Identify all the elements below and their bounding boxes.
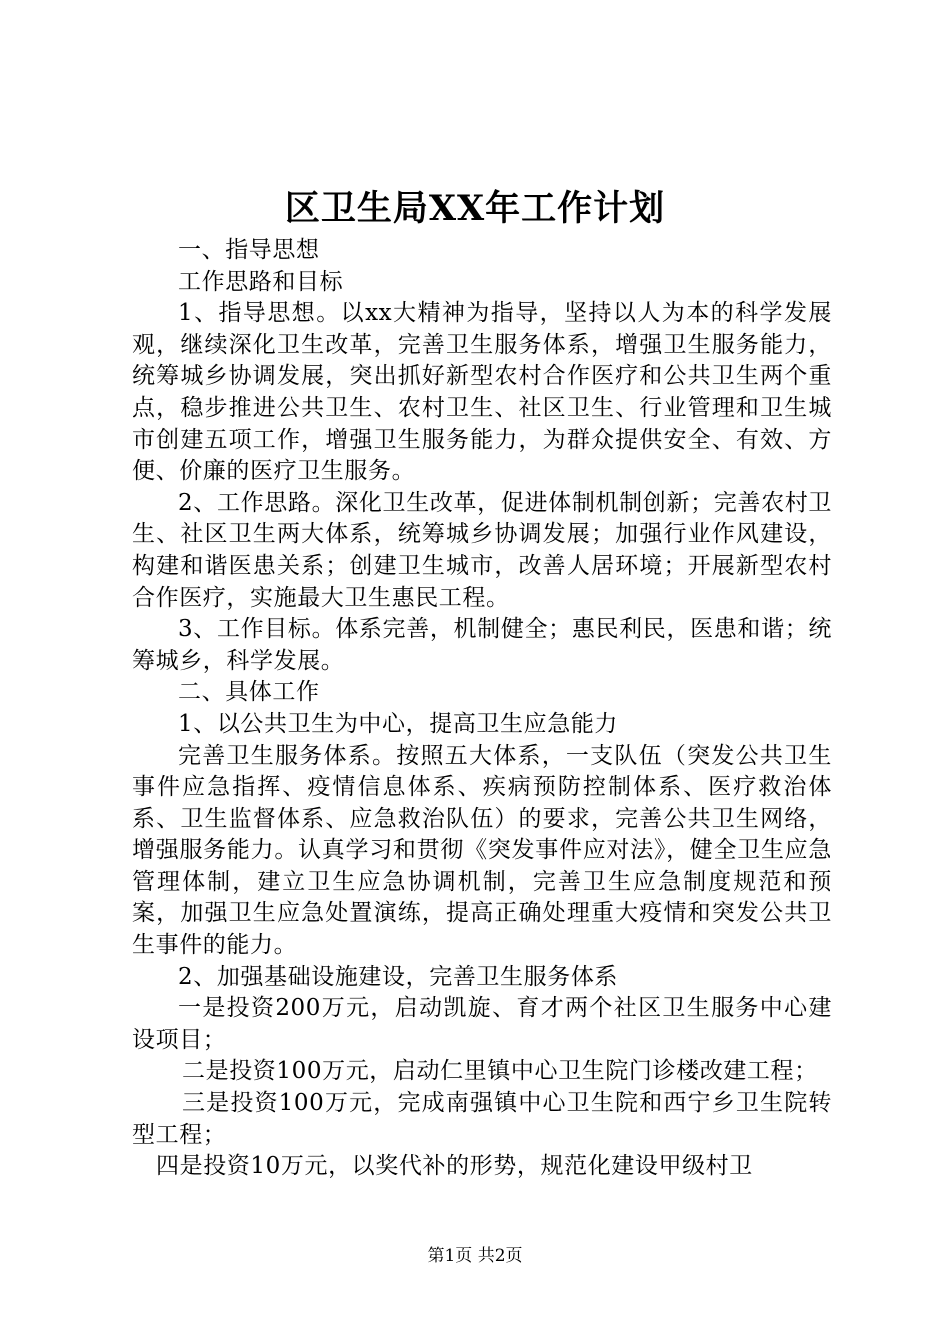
document-body (132, 235, 832, 1183)
list-item-investment-3: 三是投资100万元，完成南强镇中心卫生院和西宁乡卫生院转型工程； (132, 1090, 832, 1148)
paragraph-guiding-thought: 1、指导思想。以xx大精神为指导，坚持以人为本的科学发展观，继续深化卫生改革，完善卫生服务体系，增强卫生服务能力，统筹城乡协调发展，突出抓好新型农村合作医疗和公共卫生两个重点，稳步推进公共卫生、农村卫生、社区卫生、行业管理和卫生城市创建五项工作，增强卫生服务能力，为群众提供安全、有效、方便、价廉的医疗卫生服务。 (132, 300, 832, 485)
section-heading-specific-work: 二、具体工作 (178, 679, 320, 706)
paragraph-work-goals: 3、工作目标。体系完善，机制健全；惠民利民，医患和谐；统筹城乡，科学发展。 (132, 616, 832, 674)
subheading-infrastructure: 2、加强基础设施建设，完善卫生服务体系 (178, 963, 619, 990)
list-item-investment-1: 一是投资200万元，启动凯旋、育才两个社区卫生服务中心建设项目； (132, 995, 832, 1053)
subheading-ideas-and-goals: 工作思路和目标 (178, 268, 344, 295)
document-title: 区卫生局XX年工作计划 (284, 188, 666, 229)
list-item-investment-4: 四是投资10万元，以奖代补的形势，规范化建设甲级村卫 (156, 1153, 753, 1180)
list-item-investment-2: 二是投资100万元，启动仁里镇中心卫生院门诊楼改建工程； (182, 1058, 818, 1085)
section-heading-guiding-thought: 一、指导思想 (178, 237, 320, 263)
paragraph-service-system: 完善卫生服务体系。按照五大体系，一支队伍（突发公共卫生事件应急指挥、疫情信息体系、疾病预防控制体系、医疗救治体系、卫生监督体系、应急救治队伍）的要求，完善公共卫生网络，增强服务能力。认真学习和贯彻《突发事件应对法》，健全卫生应急管理体制，建立卫生应急协调机制，完善卫生应急制度规范和预案，加强卫生应急处置演练，提高正确处理重大疫情和突发公共卫生事件的能力。 (132, 742, 832, 959)
subheading-public-health: 1、以公共卫生为中心，提高卫生应急能力 (178, 710, 619, 737)
page-indicator: 第1页 共2页 (427, 1246, 523, 1266)
paragraph-work-ideas: 2、工作思路。深化卫生改革，促进体制机制创新；完善农村卫生、社区卫生两大体系，统筹城乡协调发展；加强行业作风建设，构建和谐医患关系；创建卫生城市，改善人居环境；开展新型农村合作医疗，实施最大卫生惠民工程。 (132, 489, 832, 611)
